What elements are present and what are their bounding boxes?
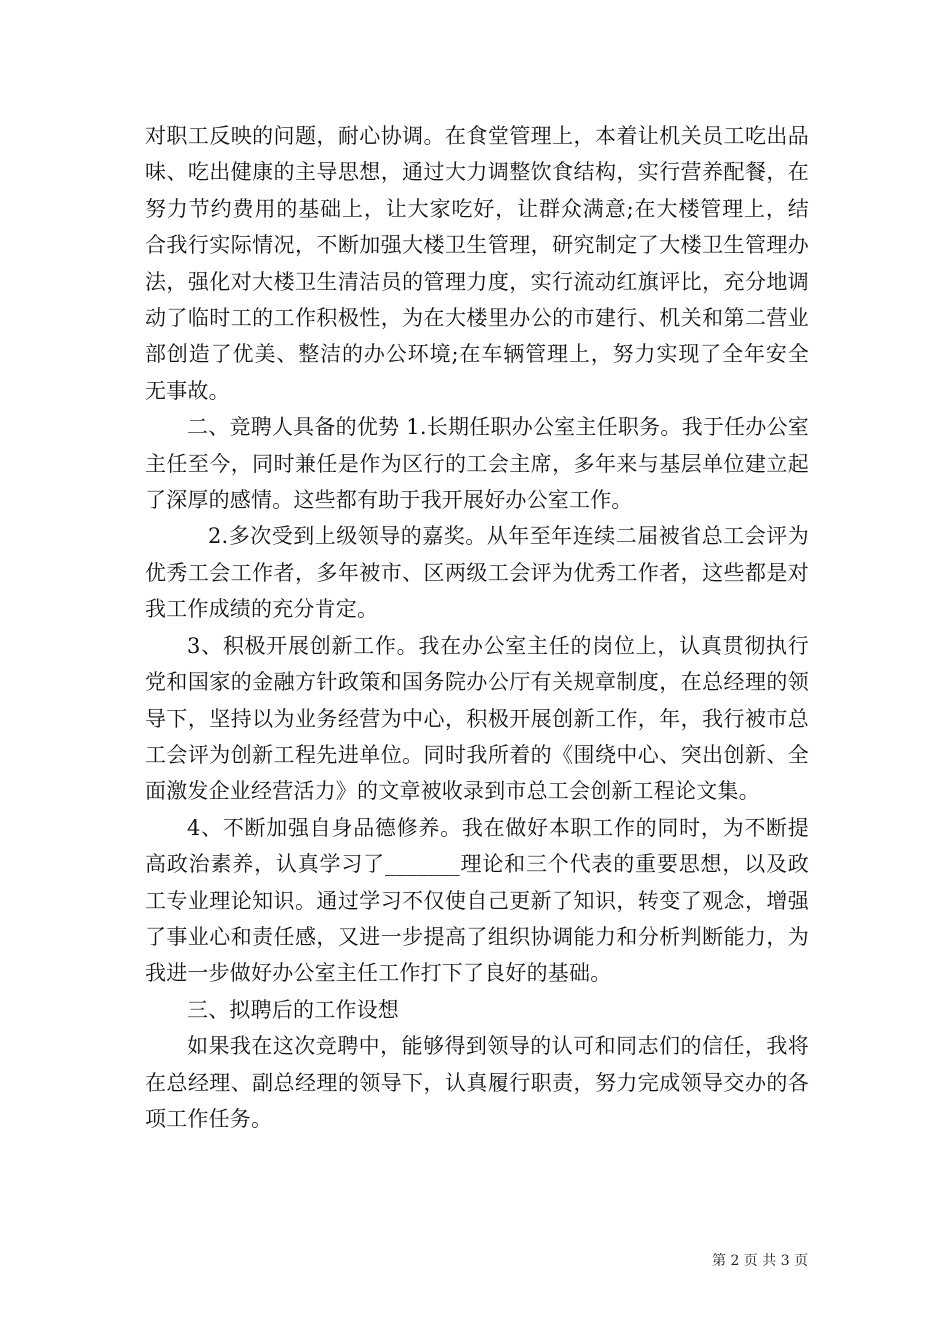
paragraph-item-two: 2.多次受到上级领导的嘉奖。从年至年连续二届被省总工会评为优秀工会工作者，多年被市、区两级工会评为优秀工作者，这些都是对我工作成绩的充分肯定。 xyxy=(145,524,809,622)
section-heading-three: 三、拟聘后的工作设想 xyxy=(187,997,399,1022)
paragraph-closing: 如果我在这次竞聘中，能够得到领导的认可和同志们的信任，我将在总经理、副总经理的领导下，认真履行职责，努力完成领导交办的各项工作任务。 xyxy=(145,1034,809,1131)
paragraph-section-two: 二、竞聘人具备的优势 1.长期任职办公室主任职务。我于任办公室主任至今，同时兼任是作为区行的工会主席，多年来与基层单位建立起了深厚的感情。这些都有助于我开展好办公室工作。 xyxy=(145,415,809,513)
paragraph-item-three: 3、积极开展创新工作。我在办公室主任的岗位上，认真贯彻执行党和国家的金融方针政策和国务院办公厅有关规章制度，在总经理的领导下，坚持以为业务经营为中心，积极开展创新工作，年，我行被市总工会评为创新工程先进单位。同时我所着的《围绕中心、突出创新、全面激发企业经营活力》的文章被收录到市总工会创新工程论文集。 xyxy=(145,633,809,804)
paragraph-item-four: 4、不断加强自身品德修养。我在做好本职工作的同时，为不断提高政治素养，认真学习了_______理论和三个代表的重要思想，以及政工专业理论知识。通过学习不仅使自己更新了知识，转变了观念，增强了事业心和责任感，又进一步提高了组织协调能力和分析判断能力，为我进一步做好办公室主任工作打下了良好的基础。 xyxy=(145,815,809,986)
paragraph-continuation: 对职工反映的问题，耐心协调。在食堂管理上，本着让机关员工吃出品味、吃出健康的主导思想，通过大力调整饮食结构，实行营养配餐，在努力节约费用的基础上，让大家吃好，让群众满意;在大楼管理上，结合我行实际情况，不断加强大楼卫生管理，研究制定了大楼卫生管理办法，强化对大楼卫生清洁员的管理力度，实行流动红旗评比，充分地调动了临时工的工作积极性，为在大楼里办公的市建行、机关和第二营业部创造了优美、整洁的办公环境;在车辆管理上，努力实现了全年安全无事故。 xyxy=(145,124,809,403)
page-number: 第 2 页 共 3 页 xyxy=(712,1253,809,1269)
document-body xyxy=(145,118,809,1137)
